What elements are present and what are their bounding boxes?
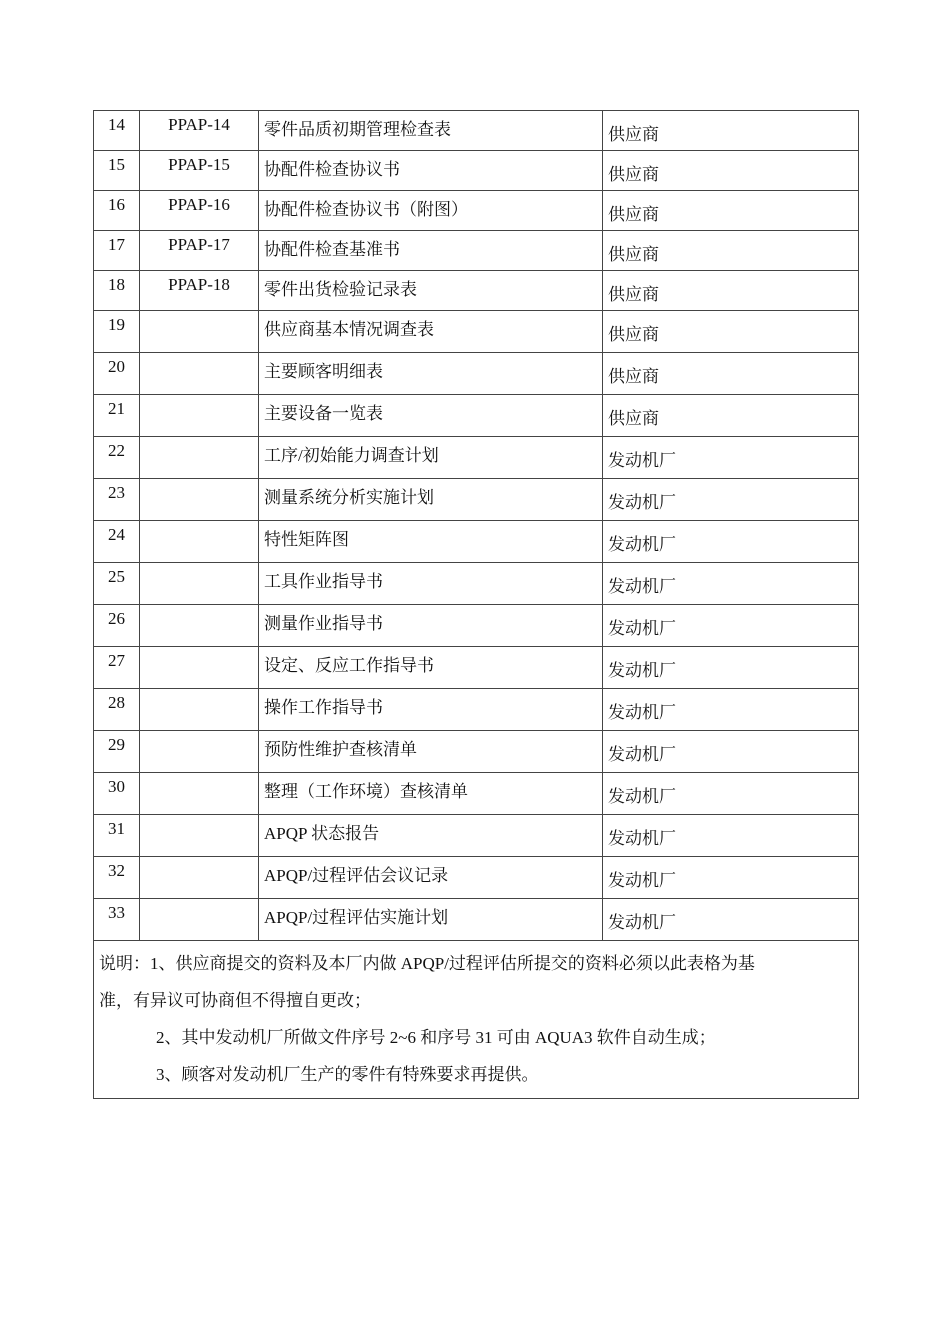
- row-document-name: 协配件检查协议书（附图）: [259, 191, 603, 231]
- row-code: [140, 773, 259, 815]
- row-responsible-party: 发动机厂: [603, 815, 859, 857]
- row-document-name: APQP/过程评估实施计划: [259, 899, 603, 941]
- row-code: [140, 521, 259, 563]
- row-responsible-party: 供应商: [603, 353, 859, 395]
- row-responsible-party: 发动机厂: [603, 521, 859, 563]
- row-document-name: APQP/过程评估会议记录: [259, 857, 603, 899]
- table-row: [94, 689, 859, 731]
- row-number: 31: [94, 815, 140, 857]
- row-code: [140, 395, 259, 437]
- row-document-name: 测量作业指导书: [259, 605, 603, 647]
- row-document-name: 特性矩阵图: [259, 521, 603, 563]
- row-responsible-party: 供应商: [603, 111, 859, 151]
- row-number: 30: [94, 773, 140, 815]
- row-code: [140, 815, 259, 857]
- table-row: [94, 605, 859, 647]
- row-code: [140, 731, 259, 773]
- table-row: [94, 437, 859, 479]
- row-responsible-party: 供应商: [603, 271, 859, 311]
- row-number: 32: [94, 857, 140, 899]
- row-number: 19: [94, 311, 140, 353]
- table-row: [94, 111, 859, 151]
- row-responsible-party: 供应商: [603, 311, 859, 353]
- row-document-name: 整理（工作环境）查核清单: [259, 773, 603, 815]
- row-number: 14: [94, 111, 140, 151]
- row-responsible-party: 供应商: [603, 191, 859, 231]
- row-code: PPAP-16: [140, 191, 259, 231]
- row-number: 22: [94, 437, 140, 479]
- row-document-name: 协配件检查协议书: [259, 151, 603, 191]
- row-document-name: 设定、反应工作指导书: [259, 647, 603, 689]
- row-document-name: APQP 状态报告: [259, 815, 603, 857]
- row-number: 27: [94, 647, 140, 689]
- row-responsible-party: 发动机厂: [603, 605, 859, 647]
- row-responsible-party: 发动机厂: [603, 479, 859, 521]
- note-line-1-cont: 准，有异议可协商但不得擅自更改；: [99, 991, 371, 1010]
- row-responsible-party: 供应商: [603, 151, 859, 191]
- row-responsible-party: 发动机厂: [603, 647, 859, 689]
- table-row: [94, 151, 859, 191]
- row-code: PPAP-17: [140, 231, 259, 271]
- row-number: 21: [94, 395, 140, 437]
- row-code: [140, 353, 259, 395]
- row-number: 16: [94, 191, 140, 231]
- document-list-table: [93, 110, 859, 1099]
- row-number: 20: [94, 353, 140, 395]
- row-document-name: 协配件检查基准书: [259, 231, 603, 271]
- row-responsible-party: 供应商: [603, 395, 859, 437]
- note-line-3: 3、顾客对发动机厂生产的零件有特殊要求再提供。: [156, 1065, 539, 1084]
- row-responsible-party: 发动机厂: [603, 731, 859, 773]
- table-row: [94, 647, 859, 689]
- row-code: [140, 563, 259, 605]
- row-number: 28: [94, 689, 140, 731]
- row-document-name: 供应商基本情况调查表: [259, 311, 603, 353]
- row-number: 25: [94, 563, 140, 605]
- row-number: 17: [94, 231, 140, 271]
- row-number: 18: [94, 271, 140, 311]
- notes-cell: [94, 941, 859, 1099]
- row-document-name: 工具作业指导书: [259, 563, 603, 605]
- row-number: 26: [94, 605, 140, 647]
- row-document-name: 操作工作指导书: [259, 689, 603, 731]
- table-row: [94, 563, 859, 605]
- table-row: [94, 731, 859, 773]
- row-code: [140, 605, 259, 647]
- row-responsible-party: 供应商: [603, 231, 859, 271]
- row-document-name: 预防性维护查核清单: [259, 731, 603, 773]
- row-responsible-party: 发动机厂: [603, 437, 859, 479]
- note-line-2: 2、其中发动机厂所做文件序号 2~6 和序号 31 可由 AQUA3 软件自动生成；: [156, 1028, 716, 1047]
- row-responsible-party: 发动机厂: [603, 899, 859, 941]
- row-number: 23: [94, 479, 140, 521]
- row-code: [140, 689, 259, 731]
- table-row: [94, 815, 859, 857]
- row-responsible-party: 发动机厂: [603, 563, 859, 605]
- table-row: [94, 899, 859, 941]
- table-row: [94, 311, 859, 353]
- table-row: [94, 479, 859, 521]
- table-row: [94, 857, 859, 899]
- table-row: [94, 353, 859, 395]
- row-responsible-party: 发动机厂: [603, 773, 859, 815]
- row-code: PPAP-18: [140, 271, 259, 311]
- row-code: [140, 311, 259, 353]
- row-code: PPAP-14: [140, 111, 259, 151]
- row-document-name: 测量系统分析实施计划: [259, 479, 603, 521]
- table-row: [94, 231, 859, 271]
- row-responsible-party: 发动机厂: [603, 689, 859, 731]
- notes-row: [94, 941, 859, 1099]
- row-number: 24: [94, 521, 140, 563]
- row-document-name: 零件品质初期管理检查表: [259, 111, 603, 151]
- row-number: 33: [94, 899, 140, 941]
- row-document-name: 主要设备一览表: [259, 395, 603, 437]
- row-code: [140, 479, 259, 521]
- table-row: [94, 773, 859, 815]
- row-document-name: 零件出货检验记录表: [259, 271, 603, 311]
- row-number: 15: [94, 151, 140, 191]
- table-row: [94, 271, 859, 311]
- table-row: [94, 521, 859, 563]
- row-document-name: 工序/初始能力调查计划: [259, 437, 603, 479]
- table-row: [94, 395, 859, 437]
- table-body: [94, 111, 859, 941]
- row-document-name: 主要顾客明细表: [259, 353, 603, 395]
- note-line-1: 说明：1、供应商提交的资料及本厂内做 APQP/过程评估所提交的资料必须以此表格为基: [99, 954, 755, 973]
- row-code: PPAP-15: [140, 151, 259, 191]
- row-code: [140, 647, 259, 689]
- table-row: [94, 191, 859, 231]
- row-code: [140, 857, 259, 899]
- row-code: [140, 899, 259, 941]
- row-code: [140, 437, 259, 479]
- row-responsible-party: 发动机厂: [603, 857, 859, 899]
- row-number: 29: [94, 731, 140, 773]
